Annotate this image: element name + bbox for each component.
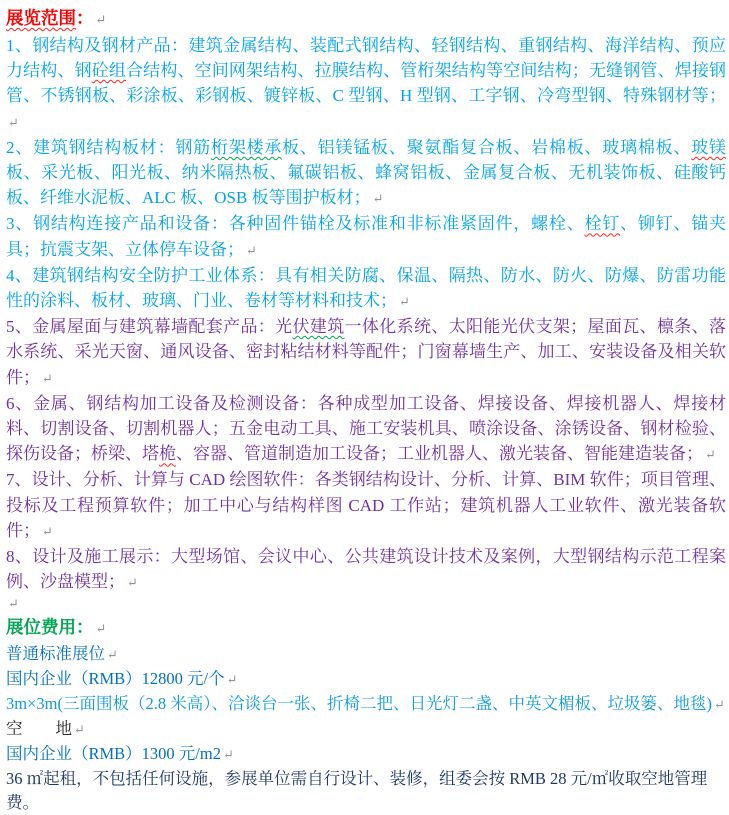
text-run: 普通标准展位	[6, 644, 105, 664]
spellcheck-flagged-text: 伏建筑	[292, 317, 345, 337]
paragraph-mark-icon: ↵	[42, 523, 53, 539]
text-run: 5、金属屋面与建筑幕墙配套产品：光	[6, 317, 293, 337]
fee-booth-includes	[6, 692, 726, 717]
text-run: 2、建筑钢结构板材：钢筋	[6, 137, 211, 157]
text-run: 一体化系统、太阳能光伏支架；屋面瓦、檩条、落水系统、采光天窗、通风设备、密封粘结材料等配件；门窗幕墙生产、加工、安装设备及相关软件；	[6, 317, 727, 387]
fee-raw-space-label	[6, 717, 726, 742]
paragraph-mark-icon: ↵	[705, 447, 716, 463]
text-run: 3、钢结构连接产品和设备：各种固件锚栓及标准和非标准紧固件，螺栓、	[6, 214, 585, 234]
paragraph-mark-icon: ↵	[399, 294, 410, 310]
scope-item-4	[6, 263, 726, 314]
paragraph-mark-icon: ↵	[372, 191, 384, 207]
scope-item-8	[6, 544, 726, 595]
fee-domestic-price-per-booth	[6, 667, 726, 692]
spellcheck-flagged-text: 桁架楼承	[210, 137, 283, 157]
paragraph-mark-icon: ↵	[222, 747, 234, 763]
paragraph-mark-icon: ↵	[713, 697, 725, 713]
spellcheck-flagged-text: 栓钉	[584, 214, 621, 234]
heading-booth-fee	[6, 614, 726, 642]
text-run: 国内企业（RMB）12800 元/个	[6, 669, 225, 689]
fee-raw-space-note	[6, 767, 726, 815]
text-run: 合结构、空间网架结构、拉膜结构、管桁架结构等空间结构；无缝钢管、焊接钢管、不锈钢板、彩涂板、彩钢板、镀锌板、C 型钢、H 型钢、工字钢、冷弯型钢、特殊钢材等；	[6, 61, 727, 106]
scope-item-1	[6, 33, 726, 135]
scope-item-6	[6, 391, 726, 468]
paragraph-mark-icon: ↵	[8, 114, 19, 130]
text-run: 、容器、管道制造加工设备；工业机器人、激光装备、智能建造装备；	[176, 444, 703, 464]
spellcheck-flagged-text: 玻镁	[691, 137, 727, 157]
scope-item-2	[6, 135, 726, 212]
text-run: 展位费用：	[6, 617, 94, 638]
text-run: 空 地	[6, 719, 72, 739]
text-run: 7、设计、分析、计算与 CAD 绘图软件：各类钢结构设计、分析、计算、BIM 软件；项目管理、投标及工程预算软件；加工中心与结构样图 CAD 工作站；建筑机器人工业软件、激光装备软件；	[6, 470, 726, 540]
paragraph-mark-icon: ↵	[107, 647, 118, 663]
blank-line	[6, 595, 726, 614]
text-run: 1、钢结构及钢材产品：建筑金属结构、装配式钢结构、轻钢结构、重钢结构、海洋结构、预应力结构、钢	[6, 36, 726, 81]
text-run: 板、采光板、阳光板、纳米隔热板、氟碳铝板、蜂窝铝板、金属复合板、无机装饰板、硅酸钙板、纤维水泥板、ALC 板、OSB 板等围护板材；	[6, 163, 726, 208]
document-body	[6, 5, 726, 815]
scope-item-5	[6, 314, 726, 391]
text-run: 3m×3m(三面围板（2.8 米高）、洽谈台一张、折椅二把、日光灯二盏、中英文楣板、垃圾篓、地毯)	[6, 694, 712, 714]
scope-item-7	[6, 467, 726, 544]
paragraph-mark-icon: ↵	[42, 370, 53, 386]
text-run: 6、金属、钢结构加工设备及检测设备：各种成型加工设备、焊接设备、焊接机器人、焊接材料、切割设备、切割机器人；五金电动工具、施工安装机具、喷涂设备、涂锈设备、钢材检验、探伤设备；桥梁、塔	[6, 393, 726, 464]
paragraph-mark-icon: ↵	[95, 621, 107, 637]
text-run: 36 ㎡起租，不包括任何设施，参展单位需自行设计、装修，组委会按 RMB 28 元/㎡收取空地管理费。	[6, 769, 708, 813]
text-run: 国内企业（RMB）1300 元/m2	[6, 744, 221, 764]
text-run: 4、建筑钢结构安全防护工业体系：具有相关防腐、保温、隔热、防水、防火、防爆、防雷功能性的涂料、板材、玻璃、门业、卷材等材料和技术；	[6, 265, 726, 311]
fee-standard-booth-label	[6, 642, 726, 667]
paragraph-mark-icon: ↵	[127, 575, 138, 591]
paragraph-mark-icon: ↵	[246, 242, 257, 258]
text-run: 板、铝镁锰板、聚氨酯复合板、岩棉板、玻璃棉板、	[282, 137, 692, 157]
text-run: 、铆钉、锚夹具；抗震支架、立体停车设备；	[6, 214, 727, 259]
scope-item-3	[6, 211, 726, 262]
paragraph-mark-icon: ↵	[74, 722, 85, 738]
heading-exhibition-scope	[6, 5, 726, 33]
text-run: 8、设计及施工展示：大型场馆、会议中心、公共建筑设计技术及案例，大型钢结构示范工程案例、沙盘模型；	[6, 547, 726, 592]
paragraph-mark-icon: ↵	[8, 596, 19, 612]
spellcheck-flagged-text: 砼组	[91, 61, 127, 81]
spellcheck-flagged-text: 桅	[159, 444, 176, 464]
text-run: ：	[76, 8, 94, 28]
fee-raw-space-price	[6, 742, 726, 767]
spellcheck-flagged-text: 展览范围	[6, 8, 76, 28]
paragraph-mark-icon: ↵	[226, 672, 238, 688]
paragraph-mark-icon: ↵	[95, 12, 107, 27]
